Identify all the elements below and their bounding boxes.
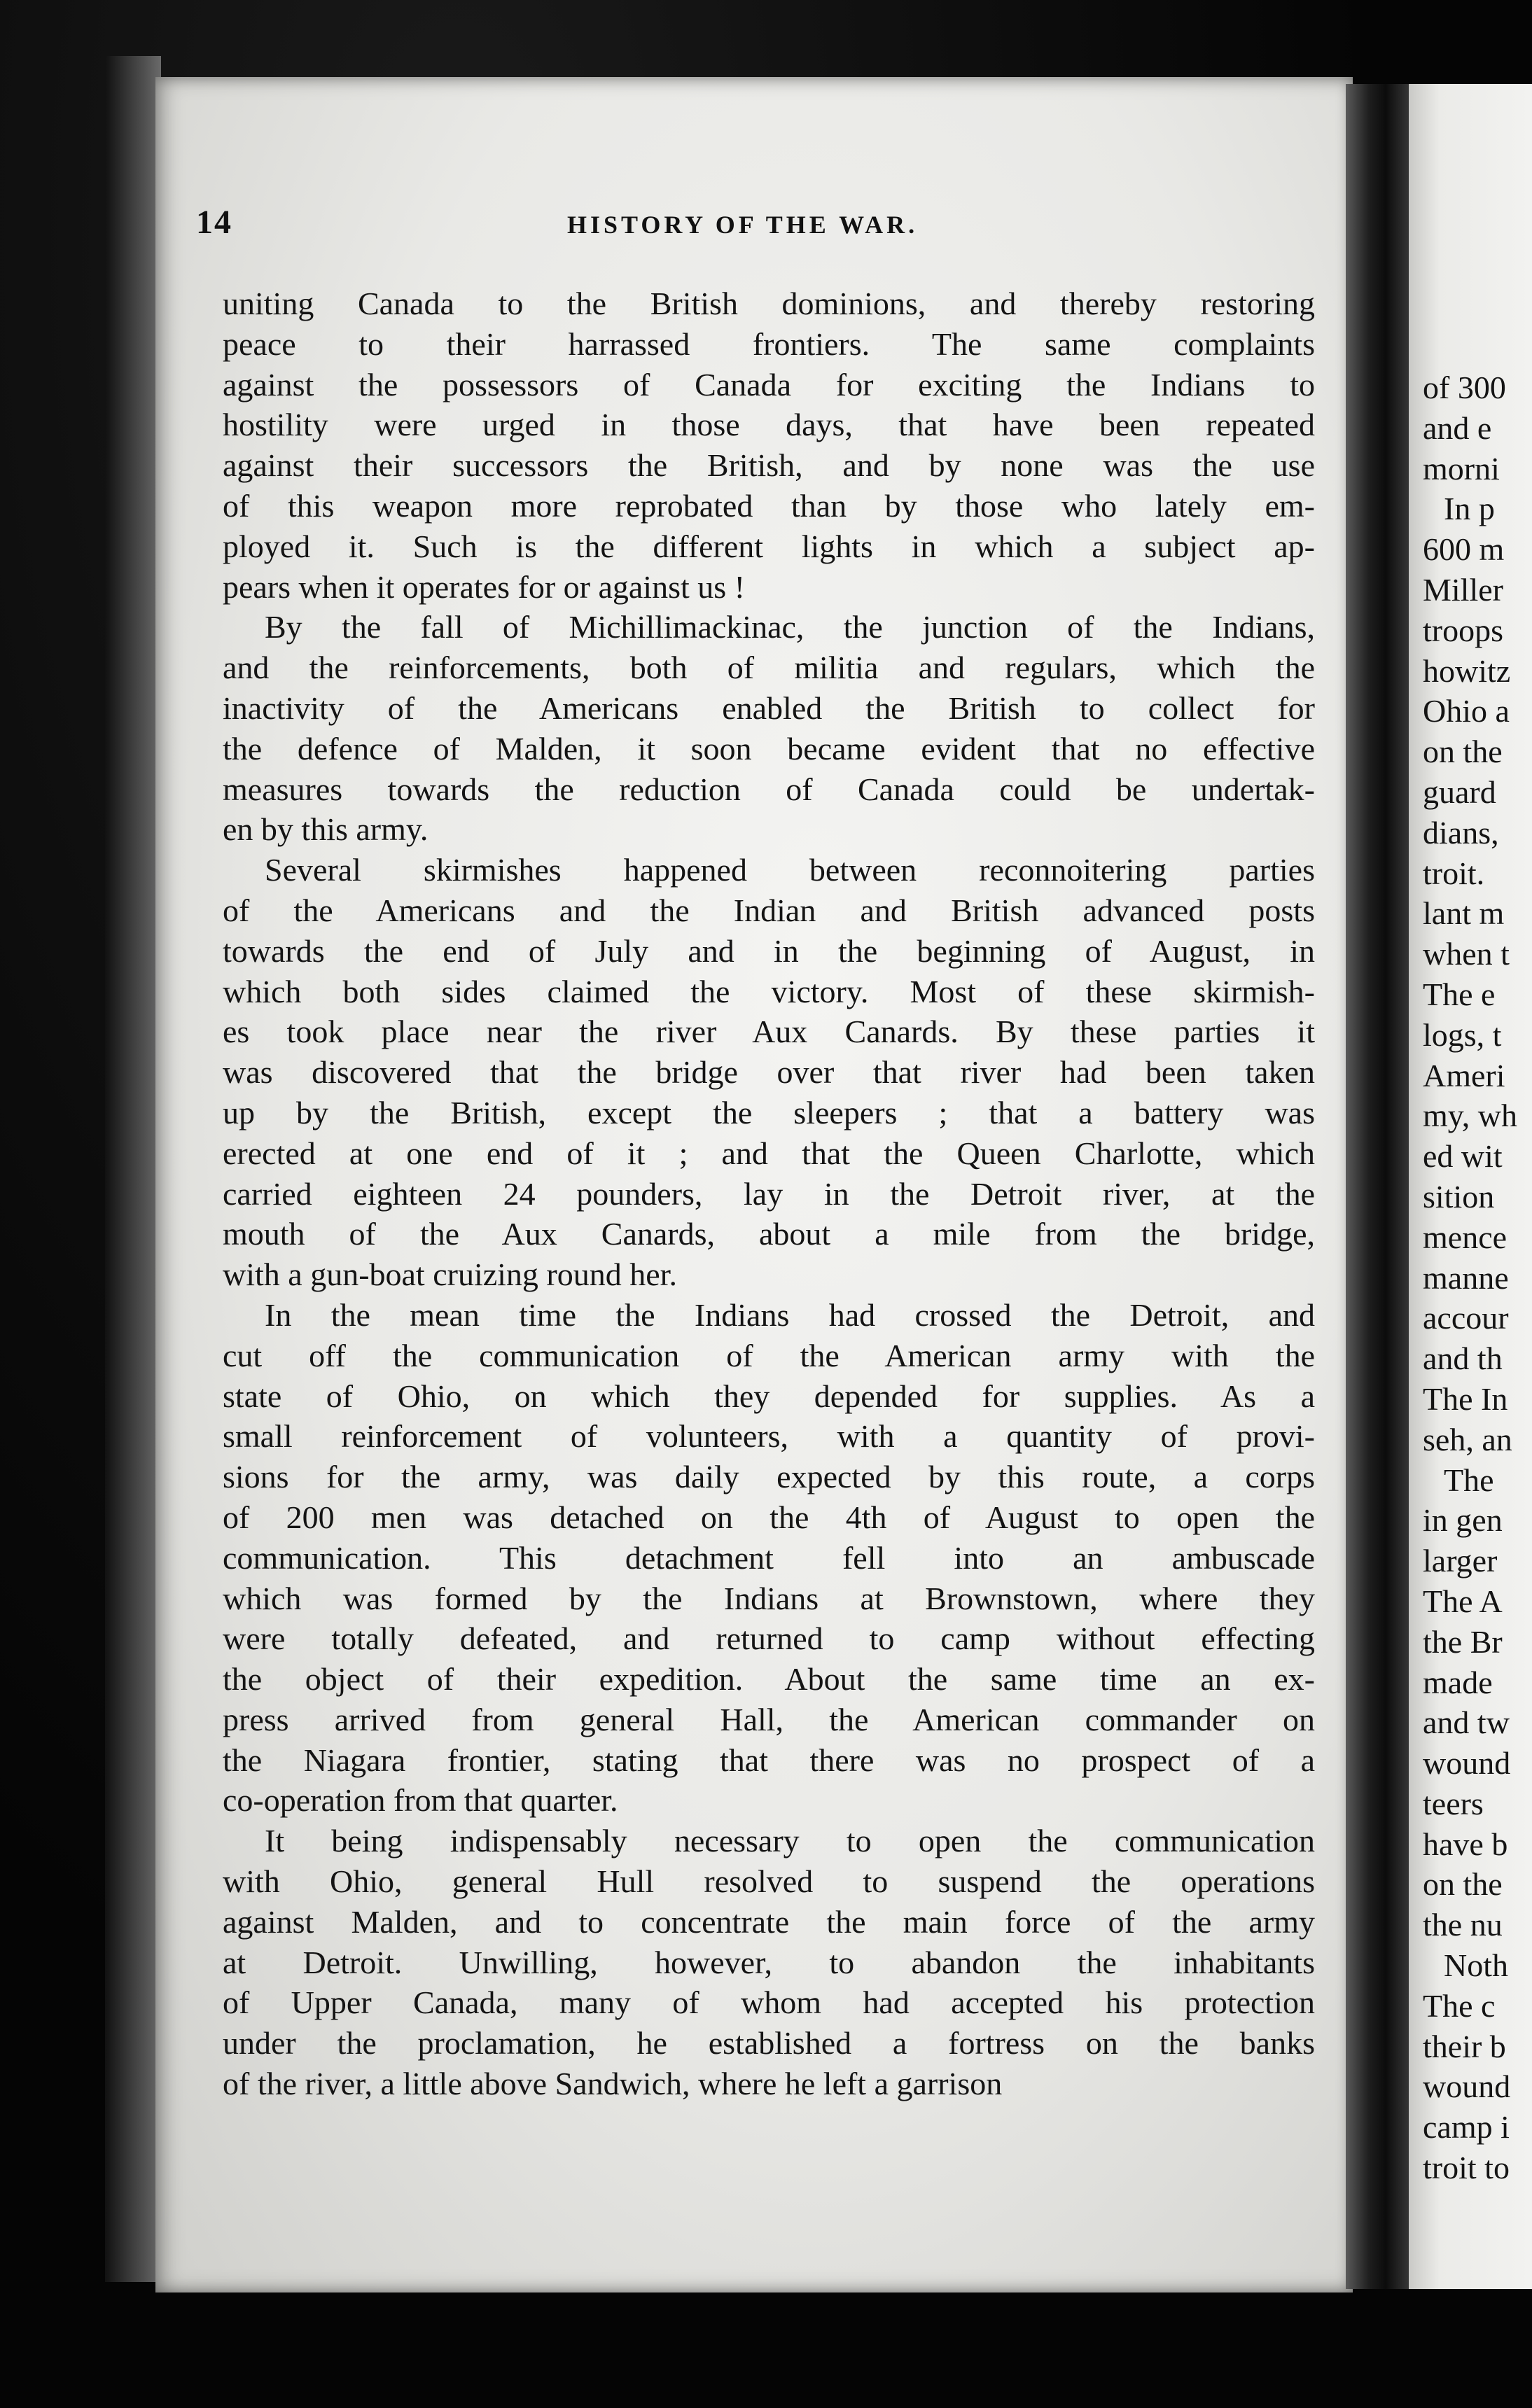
text-line: which was formed by the Indians at Brownstown, where they: [223, 1580, 1315, 1616]
running-head: [196, 203, 1316, 245]
text-line: with a gun-boat cruizing round her.: [223, 1256, 677, 1293]
right-page-line: dians,: [1423, 814, 1499, 850]
right-page: [1409, 84, 1532, 2289]
right-page-line: troit.: [1423, 855, 1485, 891]
right-page-line: The A: [1423, 1583, 1503, 1619]
text-line: were totally defeated, and returned to camp without effecting: [223, 1620, 1315, 1657]
right-page-line: troops: [1423, 612, 1503, 648]
text-line: press arrived from general Hall, the American commander on: [223, 1701, 1315, 1737]
right-page-line: manne: [1423, 1259, 1509, 1296]
text-line: pears when it operates for or against us !: [223, 568, 745, 605]
right-page-line: Noth: [1444, 1947, 1508, 1984]
body-text: [223, 284, 1315, 2104]
right-page-line: The c: [1423, 1987, 1496, 2024]
page-number: 14: [196, 204, 232, 241]
right-page-line: my, wh: [1423, 1098, 1518, 1134]
right-page-line: Ohio a: [1423, 693, 1510, 729]
text-line: of 200 men was detached on the 4th of August to open the: [223, 1499, 1315, 1535]
right-page-line: when t: [1423, 936, 1510, 972]
text-line: the defence of Malden, it soon became evident that no effective: [223, 730, 1315, 766]
right-page-line: have b: [1423, 1826, 1508, 1862]
right-page-line: wound: [1423, 1745, 1511, 1782]
text-line: the object of their expedition. About the same time an ex-: [223, 1661, 1315, 1698]
right-page-line: accour: [1423, 1300, 1509, 1336]
right-page-line: seh, an: [1423, 1421, 1512, 1457]
text-line: against their successors the British, and by none was the use: [223, 447, 1315, 484]
text-line: up by the British, except the sleepers ; that a battery was: [223, 1094, 1315, 1130]
text-line: carried eighteen 24 pounders, lay in the Detroit river, at the: [223, 1175, 1315, 1212]
right-page-line: sition: [1423, 1178, 1495, 1214]
right-page-line: and e: [1423, 410, 1492, 446]
text-line: inactivity of the Americans enabled the British to collect for: [223, 690, 1315, 726]
text-line: with Ohio, general Hull resolved to suspend the operations: [223, 1863, 1315, 1900]
right-page-line: troit to: [1423, 2150, 1510, 2186]
right-page-line: ed wit: [1423, 1138, 1503, 1175]
right-page-line: howitz: [1423, 652, 1511, 689]
right-page-line: teers: [1423, 1785, 1484, 1821]
right-page-line: their b: [1423, 2028, 1506, 2064]
text-line: measures towards the reduction of Canada could be undertak-: [223, 771, 1315, 807]
text-line: communication. This detachment fell into an ambuscade: [223, 1539, 1315, 1576]
text-line: under the proclamation, he established a fortress on the banks: [223, 2025, 1315, 2062]
text-line: of the Americans and the Indian and British advanced posts: [223, 892, 1315, 928]
right-page-line: and th: [1423, 1340, 1503, 1377]
right-page-line: of 300: [1423, 370, 1506, 405]
right-page-text: [1423, 368, 1532, 2188]
text-line: was discovered that the bridge over that river had been taken: [223, 1054, 1315, 1091]
right-page-line: Ameri: [1423, 1057, 1505, 1093]
right-page-line: Miller: [1423, 571, 1503, 608]
text-line: cut off the communication of the American army with the: [223, 1337, 1315, 1373]
right-page-line: mence: [1423, 1219, 1507, 1255]
text-line: at Detroit. Unwilling, however, to abandon the inhabitants: [223, 1944, 1315, 1980]
page-edge-shadow: [105, 56, 161, 2282]
right-page-line: the Br: [1423, 1623, 1503, 1660]
text-line: hostility were urged in those days, that have been repeated: [223, 407, 1315, 443]
text-line: It being indispensably necessary to open the communication: [265, 1823, 1315, 1859]
text-line: es took place near the river Aux Canards. By these parties it: [223, 1014, 1315, 1050]
text-line: en by this army.: [223, 811, 429, 848]
text-line: ployed it. Such is the different lights in which a subject ap-: [223, 528, 1315, 564]
text-line: which both sides claimed the victory. Most of these skirmish-: [223, 973, 1315, 1009]
right-page-line: 600 m: [1423, 531, 1505, 568]
text-line: the Niagara frontier, stating that there was no prospect of a: [223, 1742, 1315, 1778]
right-page-line: morni: [1423, 450, 1500, 486]
right-page-line: In p: [1444, 491, 1495, 527]
text-line: erected at one end of it ; and that the Queen Charlotte, which: [223, 1135, 1315, 1171]
right-page-line: logs, t: [1423, 1016, 1502, 1053]
right-page-line: guard: [1423, 774, 1496, 810]
text-line: state of Ohio, on which they depended for supplies. As a: [223, 1378, 1315, 1414]
text-line: peace to their harrassed frontiers. The same complaints: [223, 326, 1315, 362]
right-page-line: wound: [1423, 2068, 1511, 2105]
text-line: co-operation from that quarter.: [223, 1782, 618, 1819]
text-line: of Upper Canada, many of whom had accepted his protection: [223, 1984, 1315, 2021]
text-line: against Malden, and to concentrate the main force of the army: [223, 1903, 1315, 1940]
right-page-line: larger: [1423, 1543, 1498, 1579]
text-line: of the river, a little above Sandwich, where he left a garrison: [223, 2066, 1003, 2102]
right-page-line: camp i: [1423, 2109, 1510, 2146]
right-page-line: lant m: [1423, 895, 1505, 932]
right-page-line: in gen: [1423, 1502, 1503, 1539]
right-page-line: on the: [1423, 1866, 1503, 1903]
right-page-line: The In: [1423, 1380, 1508, 1417]
running-title: HISTORY OF THE WAR.: [567, 211, 919, 239]
right-page-line: on the: [1423, 734, 1503, 770]
text-line: uniting Canada to the British dominions, and thereby restoring: [223, 286, 1315, 321]
right-page-line: and tw: [1423, 1704, 1510, 1741]
right-page-line: made: [1423, 1664, 1493, 1700]
text-line: Several skirmishes happened between reconnoitering parties: [265, 852, 1315, 888]
text-line: mouth of the Aux Canards, about a mile from the bridge,: [223, 1216, 1315, 1252]
right-page-line: The: [1444, 1462, 1494, 1498]
text-line: and the reinforcements, both of militia and regulars, which the: [223, 650, 1315, 686]
right-page-line: The e: [1423, 976, 1496, 1012]
book-gutter: [1346, 84, 1412, 2289]
text-line: In the mean time the Indians had crossed the Detroit, and: [265, 1296, 1315, 1333]
text-line: against the possessors of Canada for exciting the Indians to: [223, 366, 1315, 402]
text-line: small reinforcement of volunteers, with a quantity of provi-: [223, 1418, 1315, 1455]
text-line: By the fall of Michillimackinac, the junction of the Indians,: [265, 609, 1315, 645]
text-line: of this weapon more reprobated than by those who lately em-: [223, 487, 1315, 524]
text-line: sions for the army, was daily expected by this route, a corps: [223, 1459, 1315, 1495]
text-line: towards the end of July and in the beginning of August, in: [223, 932, 1315, 969]
right-page-line: the nu: [1423, 1907, 1503, 1943]
